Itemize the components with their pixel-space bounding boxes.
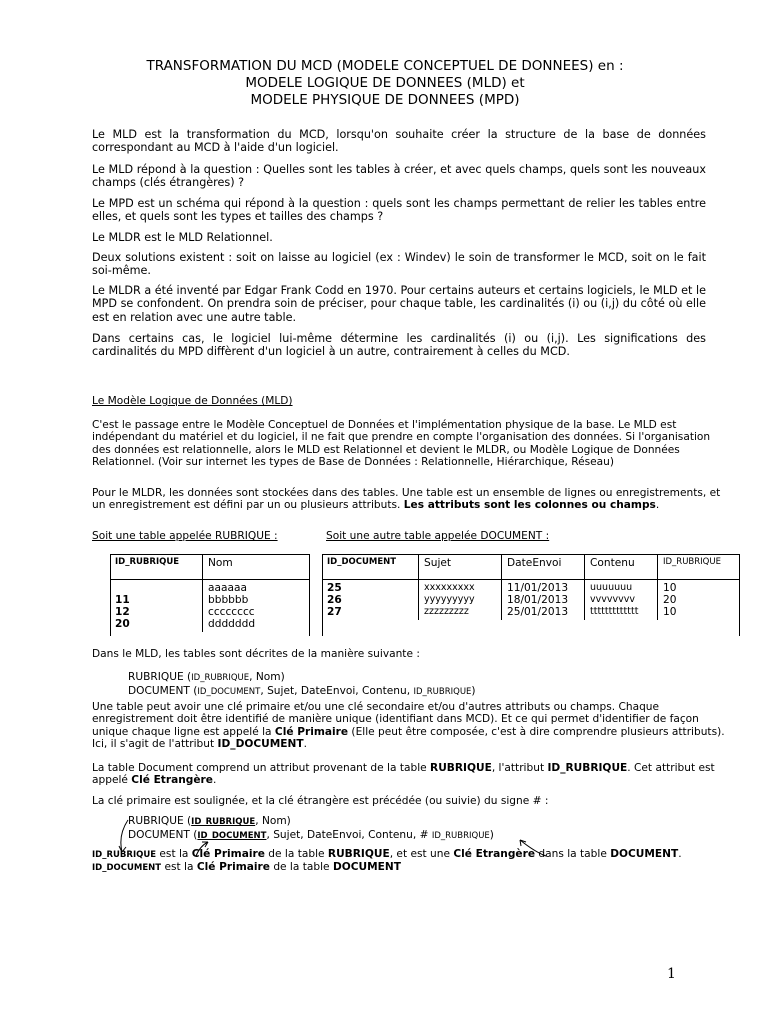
document-table-caption: Soit une autre table appelée DOCUMENT : [326, 530, 550, 542]
column-header-nom: Nom [203, 555, 311, 580]
document-sujet-cell: xxxxxxxxx yyyyyyyyy zzzzzzzzz [419, 580, 502, 621]
table-border [309, 554, 310, 636]
rubrique-table [110, 554, 310, 632]
document-table [322, 554, 740, 620]
title-line-1: TRANSFORMATION DU MCD (MODELE CONCEPTUEL DE DONNEES) en : [146, 58, 624, 74]
title-line-3: MODELE PHYSIQUE DE DONNEES (MPD) [250, 92, 520, 108]
mld-paragraph-tables: Pour le MLDR, les données sont stockées dans des tables. Une table est un ensemble de lignes ou enregistrements, et un enregistrement est défini par un ou plusieurs attributs. Les attributs sont les colonnes ou champs. [92, 487, 721, 512]
document-id-cell: 25 26 27 [327, 582, 342, 618]
intro-paragraph: Le MLDR est le MLD Relationnel. [92, 231, 273, 244]
description-intro: Dans le MLD, les tables sont décrites de la manière suivante : [92, 648, 420, 660]
column-header-id-rubrique: ID_RUBRIQUE [658, 555, 741, 580]
column-header-contenu: Contenu [585, 555, 658, 580]
schema-document: DOCUMENT (ID_DOCUMENT, Sujet, DateEnvoi, Contenu, # ID_RUBRIQUE) [128, 829, 494, 841]
column-header-id-rubrique: ID_RUBRIQUE [110, 555, 203, 580]
table-border [739, 554, 740, 636]
description-rubrique: RUBRIQUE (ID_RUBRIQUE, Nom) [128, 671, 285, 683]
summary-line-2: ID_DOCUMENT est la Clé Primaire de la table DOCUMENT [92, 861, 401, 873]
table-border [322, 554, 323, 636]
primary-key-paragraph: Une table peut avoir une clé primaire et/ou une clé secondaire et/ou d'autres attributs ou champs. Chaque enregistrement doit être identifié de manière unique (identifiant dans MCD). Et ce qui permet d'identifier de façon unique chaque ligne est appelé la Clé Primaire (Elle peut être composée, c'est à dire comprendre plusieurs attributs). Ici, il s'agit de l'attribut ID_DOCUMENT. [92, 701, 725, 751]
summary-line-1: ID_RUBRIQUE est la Clé Primaire de la table RUBRIQUE, et est une Clé Etrangère dans la table DOCUMENT. [92, 848, 682, 860]
intro-paragraph: Le MLD est la transformation du MCD, lorsqu'on souhaite créer la structure de la base de données correspondant au MCD à l'aide d'un logiciel. [92, 128, 706, 155]
intro-paragraph: Le MPD est un schéma qui répond à la question : quels sont les champs permettant de relier les tables entre elles, et quels sont les types et tailles des champs ? [92, 197, 706, 224]
notation-explanation: La clé primaire est soulignée, et la clé étrangère est précédée (ou suivie) du signe # : [92, 795, 549, 807]
foreign-key-paragraph: La table Document comprend un attribut provenant de la table RUBRIQUE, l'attribut ID_RUBRIQUE. Cet attribut est appelé Clé Etrangère. [92, 762, 715, 787]
intro-paragraph: Deux solutions existent : soit on laisse au logiciel (ex : Windev) le soin de transformer le MCD, soit on le fait soi-même. [92, 251, 706, 278]
intro-paragraph: Le MLDR a été inventé par Edgar Frank Codd en 1970. Pour certains auteurs et certains logiciels, le MLD et le MPD se confondent. On prendra soin de préciser, pour chaque table, les cardinalités (i) ou (i,j) du côté où elle est en relation avec une autre table. [92, 284, 706, 324]
document-rubrique-cell: 10 20 10 [658, 580, 741, 621]
column-header-dateenvoi: DateEnvoi [502, 555, 585, 580]
description-document: DOCUMENT (ID_DOCUMENT, Sujet, DateEnvoi, Contenu, ID_RUBRIQUE) [128, 685, 476, 697]
document-date-cell: 11/01/2013 18/01/2013 25/01/2013 [502, 580, 585, 621]
arrow-head [520, 840, 526, 846]
mld-paragraph: C'est le passage entre le Modèle Conceptuel de Données et l'implémentation physique de la base. Le MLD est indépendant du matériel et du logiciel, il ne fait que prendre en compte l'organisation des données. Si l'organisation des données est relationnelle, alors le MLD est Relationnel et devient le MLDR, ou Modèle Logique de Données Relationnel. (Voir sur internet les types de Base de Données : Relationnelle, Hiérarchique, Réseau) [92, 419, 711, 469]
rubrique-table-caption: Soit une table appelée RUBRIQUE : [92, 530, 278, 542]
mld-section-heading: Le Modèle Logique de Données (MLD) [92, 395, 293, 407]
page-number: 1 [667, 966, 676, 982]
intro-paragraph: Dans certains cas, le logiciel lui-même détermine les cardinalités (i) ou (i,j). Les significations des cardinalités du MPD diffèrent d'un logiciel à un autre, contrairement à celles du MCD. [92, 332, 706, 359]
rubrique-id-cell: 11 12 20 [115, 594, 130, 630]
document-title [90, 58, 680, 109]
title-line-2: MODELE LOGIQUE DE DONNEES (MLD) et [245, 75, 525, 91]
column-header-sujet: Sujet [419, 555, 502, 580]
rubrique-nom-cell: aaaaaa bbbbbb cccccccc ddddddd [203, 580, 311, 633]
schema-rubrique: RUBRIQUE (ID_RUBRIQUE, Nom) [128, 815, 291, 827]
column-header-id-document: ID_DOCUMENT [322, 555, 419, 580]
intro-paragraph: Le MLD répond à la question : Quelles sont les tables à créer, et avec quels champs, quels sont les nouveaux champs (clés étrangères) ? [92, 163, 706, 190]
document-contenu-cell: uuuuuuu vvvvvvvv ttttttttttttt [585, 580, 658, 621]
arrow-head [202, 842, 208, 847]
table-border [110, 554, 111, 636]
